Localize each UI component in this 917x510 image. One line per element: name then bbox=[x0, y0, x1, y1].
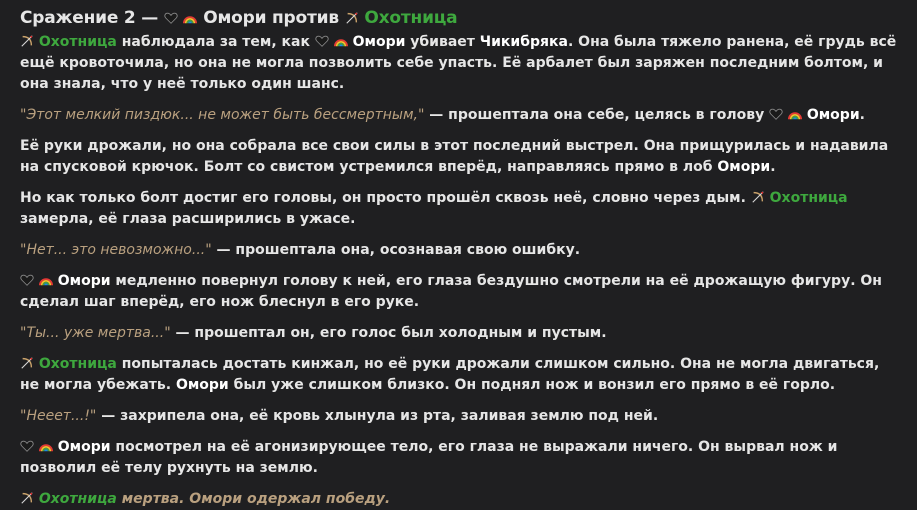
omori-name: Омори bbox=[57, 439, 111, 455]
text: мертва. Омори одержал победу. bbox=[121, 491, 391, 507]
rainbow-icon bbox=[183, 11, 197, 25]
text: . bbox=[859, 107, 865, 123]
bow-and-arrow-icon bbox=[20, 491, 34, 505]
black-heart-icon bbox=[20, 273, 34, 287]
title-omori: Омори против bbox=[203, 8, 339, 28]
text: — прошептал он, его голос был холодным и пустым. bbox=[175, 325, 607, 341]
rainbow-icon bbox=[39, 273, 53, 287]
paragraph-7 bbox=[20, 323, 897, 344]
title-hunter: Охотница bbox=[364, 8, 458, 28]
omori-name: Омори bbox=[57, 273, 111, 289]
text: наблюдала за тем, как bbox=[121, 34, 310, 50]
hunter-name: Охотница bbox=[38, 34, 117, 50]
rainbow-icon bbox=[39, 439, 53, 453]
omori-name: Омори bbox=[352, 34, 406, 50]
paragraph-11 bbox=[20, 489, 897, 510]
bow-and-arrow-icon bbox=[20, 356, 34, 370]
paragraph-10 bbox=[20, 437, 897, 479]
omori-name: Омори bbox=[717, 159, 771, 175]
title-prefix: Сражение 2 — bbox=[20, 8, 159, 28]
hunter-name: Охотница bbox=[38, 356, 117, 372]
paragraph-9 bbox=[20, 406, 897, 427]
quote: "Нееет...!" bbox=[20, 408, 97, 424]
text: — прошептала она, осознавая свою ошибку. bbox=[216, 242, 581, 258]
text: замерла, её глаза расширились в ужасе. bbox=[20, 211, 356, 227]
black-heart-icon bbox=[164, 11, 178, 25]
black-heart-icon bbox=[769, 107, 783, 121]
paragraph-3 bbox=[20, 136, 897, 178]
text: — захрипела она, её кровь хлынула из рта, заливая землю под ней. bbox=[101, 408, 659, 424]
page-title bbox=[20, 6, 897, 30]
paragraph-1 bbox=[20, 32, 897, 95]
text: посмотрел на её агонизирующее тело, его глаза не выражали ничего. Он вырвал нож и позволил её телу рухнуть на землю. bbox=[20, 439, 838, 476]
bow-and-arrow-icon bbox=[751, 190, 765, 204]
black-heart-icon bbox=[315, 34, 329, 48]
black-heart-icon bbox=[20, 439, 34, 453]
text: Но как только болт достиг его головы, он просто прошёл сквозь неё, словно через дым. bbox=[20, 190, 746, 206]
paragraph-4 bbox=[20, 188, 897, 230]
paragraph-2 bbox=[20, 105, 897, 126]
text: . Она была тяжело ранена, её грудь всё ещё кровоточила, но она не могла позволить себе упасть. Её арбалет был заряжен последним болтом, и она знала, что у неё только один шанс. bbox=[20, 34, 897, 92]
text: убивает bbox=[410, 34, 475, 50]
text: был уже слишком близко. Он поднял нож и вонзил его прямо в её горло. bbox=[233, 377, 836, 393]
paragraph-6 bbox=[20, 271, 897, 313]
hunter-name: Охотница bbox=[38, 491, 117, 507]
hunter-name: Охотница bbox=[769, 190, 848, 206]
rainbow-icon bbox=[334, 34, 348, 48]
text: попыталась достать кинжал, но её руки дрожали слишком сильно. Она не могла двигаться, не могла убежать. bbox=[20, 356, 880, 393]
quote: "Нет... это невозможно..." bbox=[20, 242, 212, 258]
text: — прошептала она себе, целясь в голову bbox=[429, 107, 765, 123]
paragraph-5 bbox=[20, 240, 897, 261]
chikibryak-name: Чикибряка bbox=[479, 34, 568, 50]
rainbow-icon bbox=[788, 107, 802, 121]
quote: "Этот мелкий пиздюк... не может быть бессмертным," bbox=[20, 107, 425, 123]
text: . bbox=[770, 159, 776, 175]
bow-and-arrow-icon bbox=[345, 11, 359, 25]
text: Её руки дрожали, но она собрала все свои силы в этот последний выстрел. Она прищурилась и надавила на спусковой крючок. Болт со свистом устремился вперёд, направляясь прямо в лоб bbox=[20, 138, 889, 175]
omori-name: Омори bbox=[806, 107, 860, 123]
quote: "Ты... уже мертва..." bbox=[20, 325, 171, 341]
omori-name: Омори bbox=[175, 377, 229, 393]
bow-and-arrow-icon bbox=[20, 34, 34, 48]
text: медленно повернул голову к ней, его глаза бездушно смотрели на её дрожащую фигуру. Он сделал шаг вперёд, его нож блеснул в его руке. bbox=[20, 273, 882, 310]
paragraph-8 bbox=[20, 354, 897, 396]
